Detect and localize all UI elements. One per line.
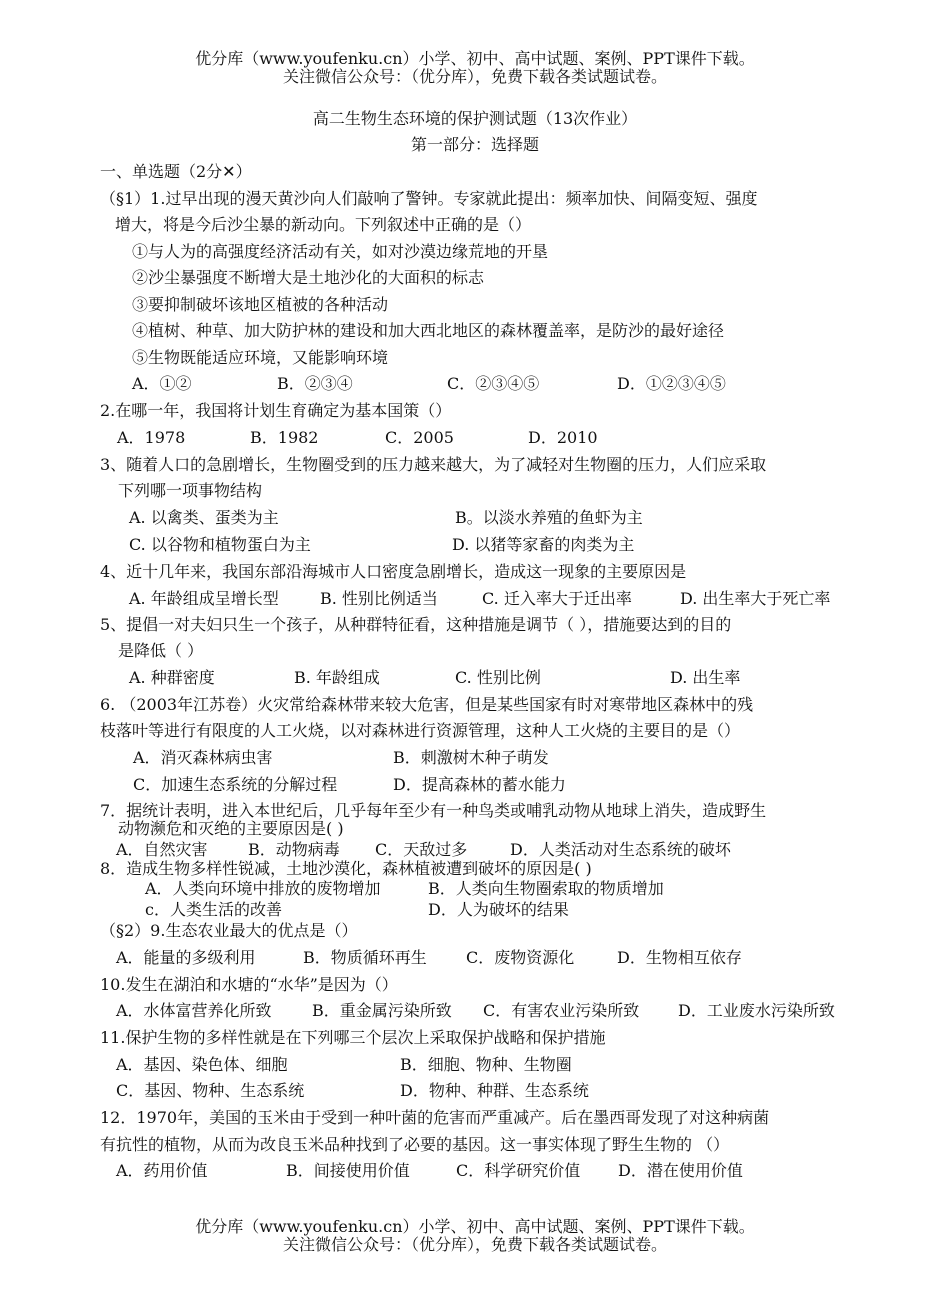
question-5-option-d: D. 出生率 bbox=[670, 668, 741, 687]
question-5-option-a: A. 种群密度 bbox=[129, 668, 215, 687]
question-1-stem-line-1: （§1）1.过早出现的漫天黄沙向人们敲响了警钟。专家就此提出：频率加快、间隔变短、强度 bbox=[100, 189, 758, 208]
header-line-1: 优分库（www.youfenku.cn）小学、初中、高中试题、案例、PPT课件下载。 bbox=[195, 49, 755, 68]
question-11-option-d: D．物种、种群、生态系统 bbox=[400, 1081, 589, 1100]
question-1-statement: ②沙尘暴强度不断增大是土地沙化的大面积的标志 bbox=[132, 268, 485, 287]
question-10-option-b: B．重金属污染所致 bbox=[312, 1001, 452, 1020]
question-11-option-c: C．基因、物种、生态系统 bbox=[116, 1081, 305, 1100]
question-7-option-d: D．人类活动对生态系统的破坏 bbox=[510, 840, 731, 859]
question-6-option-b: B．刺激树木种子萌发 bbox=[393, 748, 549, 767]
question-9-option-c: C．废物资源化 bbox=[466, 948, 575, 967]
question-9-option-d: D．生物相互依存 bbox=[617, 948, 742, 967]
question-2-option-a: A．1978 bbox=[117, 428, 186, 447]
question-6-option-d: D．提高森林的蓄水能力 bbox=[393, 775, 566, 794]
question-9-stem: （§2）9.生态农业最大的优点是（） bbox=[100, 921, 358, 940]
question-9-option-a: A．能量的多级利用 bbox=[116, 948, 256, 967]
footer-line-1: 优分库（www.youfenku.cn）小学、初中、高中试题、案例、PPT课件下载。 bbox=[195, 1217, 755, 1236]
question-3-stem-line-1: 3、随着人口的急剧增长，生物圈受到的压力越来越大，为了减轻对生物圈的压力，人们应采取 bbox=[100, 455, 767, 474]
header-line-2: 关注微信公众号：（优分库），免费下载各类试题试卷。 bbox=[282, 67, 667, 86]
question-4-option-d: D. 出生率大于死亡率 bbox=[680, 589, 831, 608]
question-7-option-b: B．动物病毒 bbox=[248, 840, 340, 859]
question-1-option-a: A．①② bbox=[132, 374, 192, 393]
question-4-option-a: A. 年龄组成呈增长型 bbox=[129, 589, 279, 608]
question-11-option-a: A．基因、染色体、细胞 bbox=[116, 1055, 288, 1074]
question-1-statement: ④植树、种草、加大防护林的建设和加大西北地区的森林覆盖率，是防沙的最好途径 bbox=[132, 321, 725, 340]
question-12-option-b: B．间接使用价值 bbox=[286, 1161, 410, 1180]
question-7-stem-line-1: 7．据统计表明，进入本世纪后，几乎每年至少有一种鸟类或哺乳动物从地球上消失，造成野生 bbox=[100, 801, 767, 820]
question-4-stem: 4、近十几年来，我国东部沿海城市人口密度急剧增长，造成这一现象的主要原因是 bbox=[100, 562, 687, 581]
question-10-stem: 10.发生在湖泊和水塘的“水华”是因为（） bbox=[100, 975, 398, 994]
question-1-option-b: B．②③④ bbox=[277, 374, 353, 393]
question-12-stem-line-1: 12．1970年，美国的玉米由于受到一种叶菌的危害而严重减产。后在墨西哥发现了对这种病菌 bbox=[100, 1108, 770, 1127]
question-12-stem-line-2: 有抗性的植物，从而为改良玉米品种找到了必要的基因。这一事实体现了野生生物的 （） bbox=[100, 1135, 730, 1154]
question-12-option-d: D．潜在使用价值 bbox=[618, 1161, 743, 1180]
question-8-option-d: D．人为破坏的结果 bbox=[428, 900, 569, 919]
question-10-option-d: D．工业废水污染所致 bbox=[678, 1001, 835, 1020]
question-8-option-c: c．人类生活的改善 bbox=[145, 900, 282, 919]
question-8-option-a: A．人类向环境中排放的废物增加 bbox=[145, 879, 381, 898]
question-12-option-a: A．药用价值 bbox=[116, 1161, 208, 1180]
question-2-option-c: C．2005 bbox=[385, 428, 454, 447]
question-9-option-b: B．物质循环再生 bbox=[303, 948, 427, 967]
question-6-option-a: A．消灭森林病虫害 bbox=[133, 748, 273, 767]
question-1-statement: ①与人为的高强度经济活动有关，如对沙漠边缘荒地的开垦 bbox=[132, 242, 549, 261]
question-2-option-b: B．1982 bbox=[250, 428, 319, 447]
question-6-stem-line-1: 6. （2003年江苏卷）火灾常给森林带来较大危害，但是某些国家有时对寒带地区森林中的残 bbox=[100, 695, 754, 714]
question-7-option-a: A．自然灾害 bbox=[116, 840, 208, 859]
question-6-stem-line-2: 枝落叶等进行有限度的人工火烧，以对森林进行资源管理，这种人工火烧的主要目的是（） bbox=[100, 721, 741, 740]
question-11-stem: 11.保护生物的多样性就是在下列哪三个层次上采取保护战略和保护措施 bbox=[100, 1028, 606, 1047]
question-5-stem-line-2: 是降低（ ） bbox=[118, 641, 204, 660]
question-4-option-b: B. 性别比例适当 bbox=[320, 589, 438, 608]
question-10-option-a: A．水体富营养化所致 bbox=[116, 1001, 272, 1020]
question-4-option-c: C. 迁入率大于迁出率 bbox=[482, 589, 632, 608]
question-3-option-a: A. 以禽类、蛋类为主 bbox=[129, 508, 279, 527]
question-3-stem-line-2: 下列哪一项事物结构 bbox=[118, 481, 263, 500]
question-11-option-b: B．细胞、物种、生物圈 bbox=[400, 1055, 572, 1074]
question-3-option-c: C. 以谷物和植物蛋白为主 bbox=[129, 535, 311, 554]
question-7-option-c: C．天敌过多 bbox=[375, 840, 468, 859]
question-2-stem: 2.在哪一年，我国将计划生育确定为基本国策（） bbox=[100, 401, 452, 420]
question-1-stem-line-2: 增大，将是今后沙尘暴的新动向。下列叙述中正确的是（） bbox=[115, 215, 532, 234]
section-heading: 一、单选题（2分✕） bbox=[100, 162, 252, 181]
question-6-option-c: C．加速生态系统的分解过程 bbox=[133, 775, 338, 794]
question-8-option-b: B．人类向生物圈索取的物质增加 bbox=[428, 879, 664, 898]
question-5-option-c: C. 性别比例 bbox=[455, 668, 541, 687]
question-1-statement: ⑤生物既能适应环境，又能影响环境 bbox=[132, 348, 389, 367]
question-1-statement: ③要抑制破坏该地区植被的各种活动 bbox=[132, 295, 389, 314]
question-3-option-b: B。以淡水养殖的鱼虾为主 bbox=[455, 508, 643, 527]
question-8-stem: 8．造成生物多样性锐减，土地沙漠化，森林植被遭到破坏的原因是( ) bbox=[100, 859, 592, 878]
page-title: 高二生物生态环境的保护测试题（13次作业） bbox=[312, 109, 638, 128]
footer-line-2: 关注微信公众号：（优分库），免费下载各类试题试卷。 bbox=[282, 1235, 667, 1254]
question-3-option-d: D. 以猪等家畜的肉类为主 bbox=[452, 535, 635, 554]
question-2-option-d: D．2010 bbox=[528, 428, 598, 447]
question-10-option-c: C．有害农业污染所致 bbox=[483, 1001, 640, 1020]
page-subtitle: 第一部分：选择题 bbox=[410, 135, 539, 154]
question-5-option-b: B. 年龄组成 bbox=[294, 668, 380, 687]
question-5-stem-line-1: 5、提倡一对夫妇只生一个孩子，从种群特征看，这种措施是调节（ ），措施要达到的目的 bbox=[100, 615, 732, 634]
question-12-option-c: C．科学研究价值 bbox=[456, 1161, 581, 1180]
question-7-stem-line-2: 动物濒危和灭绝的主要原因是( ) bbox=[118, 819, 344, 838]
question-1-option-d: D．①②③④⑤ bbox=[617, 374, 726, 393]
question-1-option-c: C．②③④⑤ bbox=[447, 374, 540, 393]
